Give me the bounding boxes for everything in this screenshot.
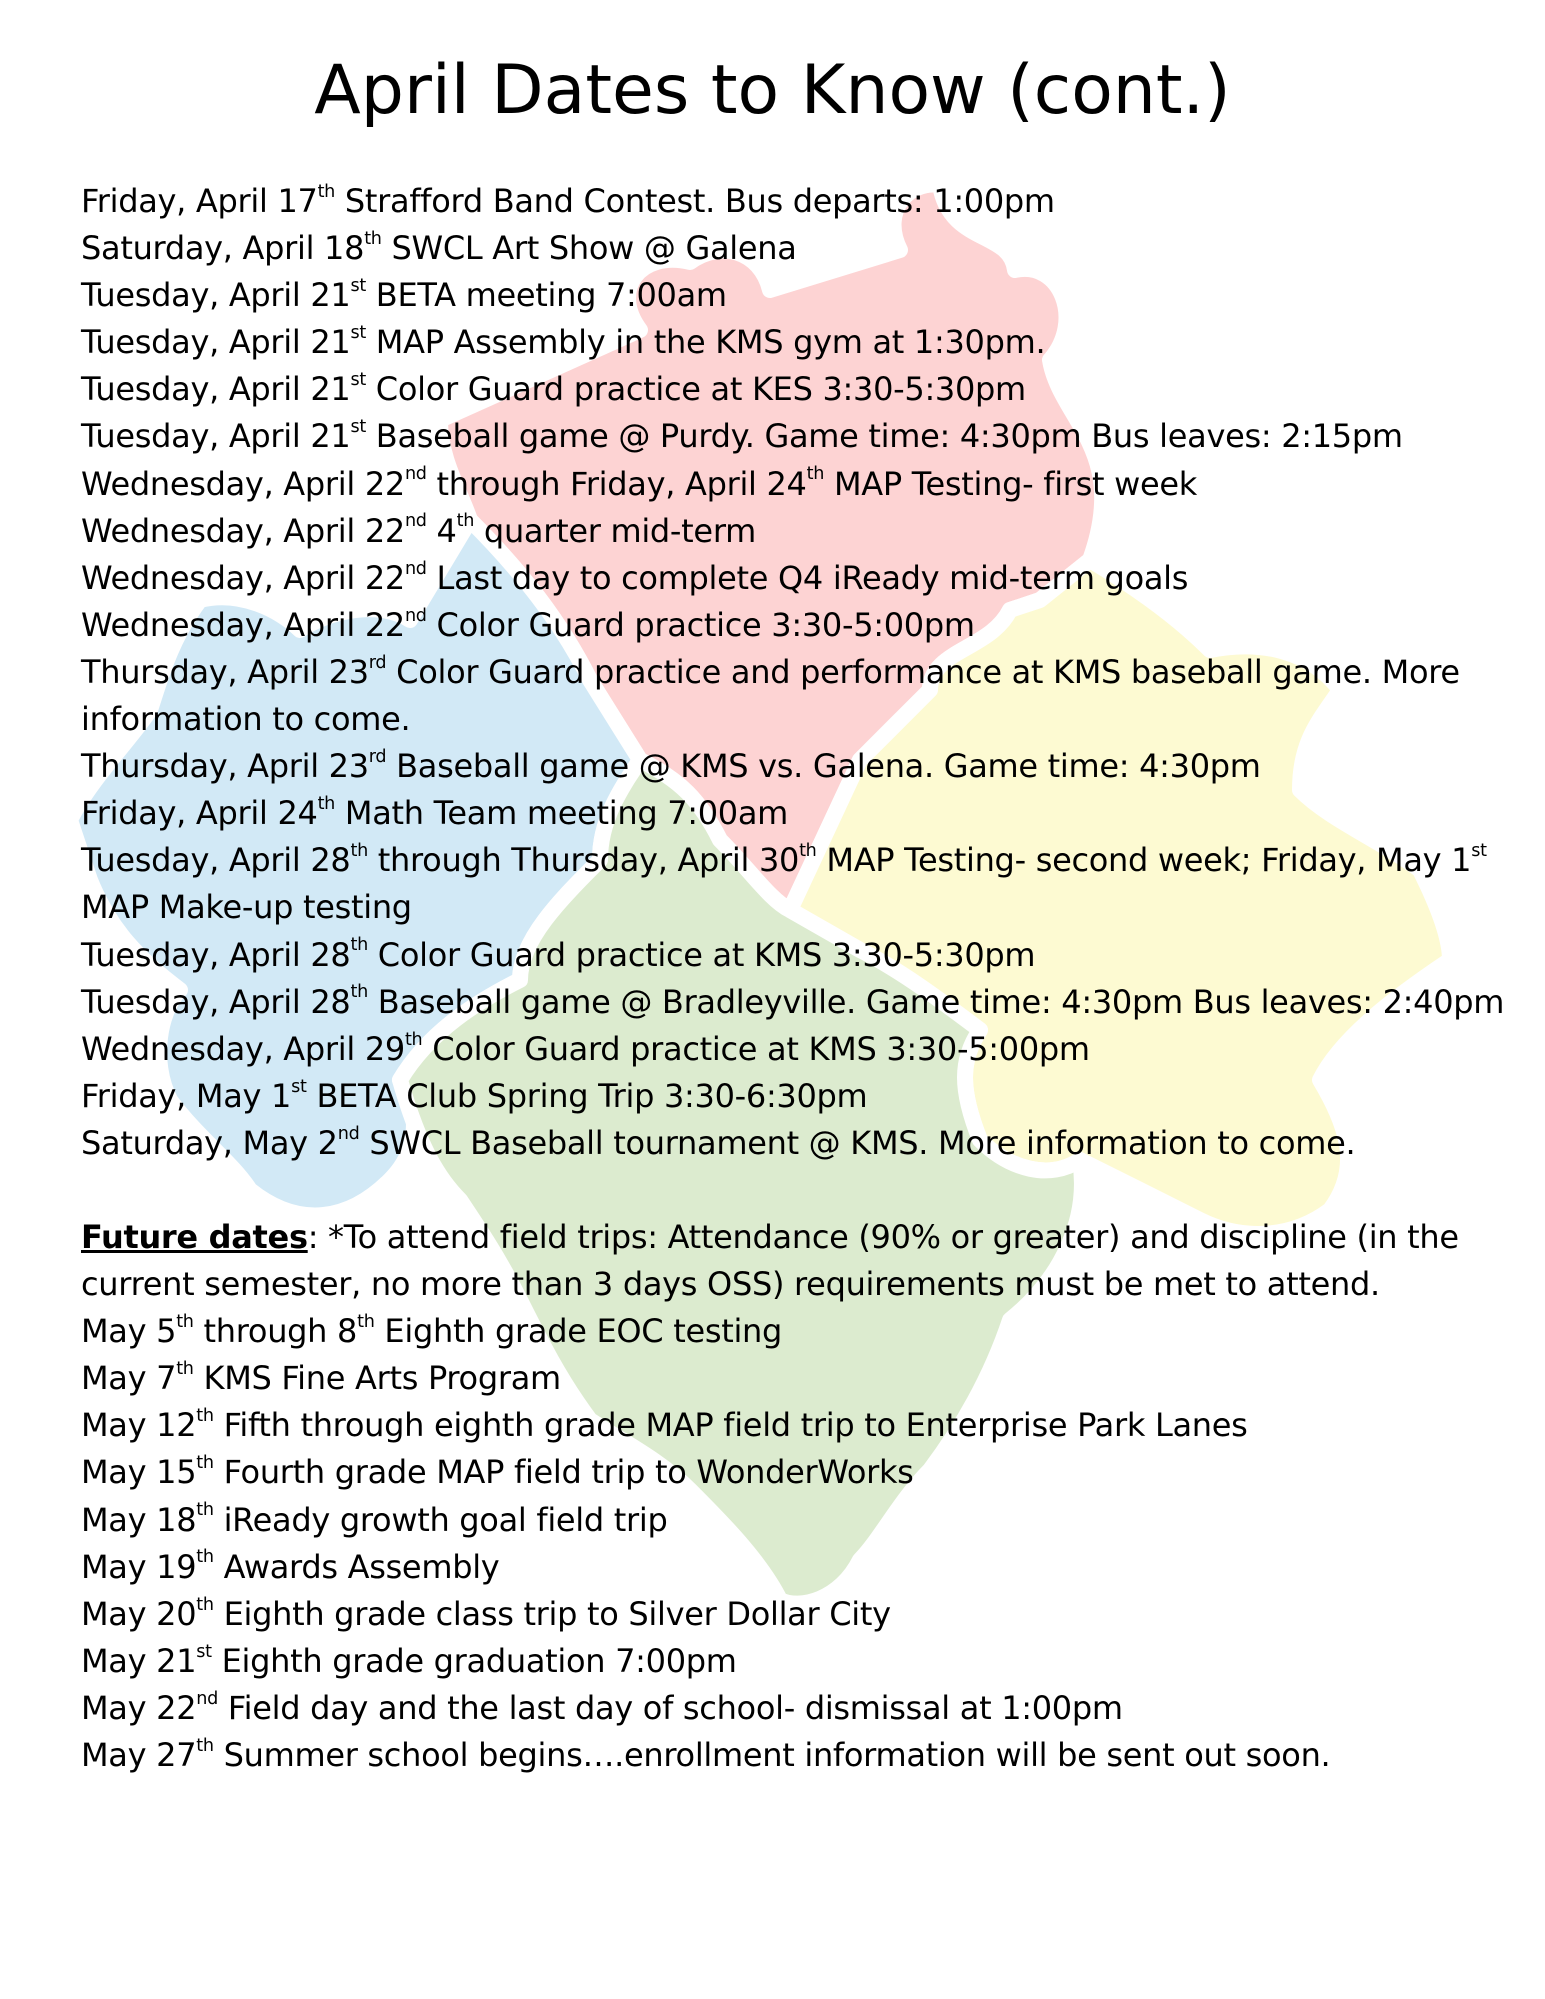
event-line: Friday, April 24th Math Team meeting 7:00am	[81, 794, 789, 833]
future-date-line: May 19th Awards Assembly	[81, 1547, 500, 1586]
event-line: Tuesday, April 28th through Thursday, April 30th MAP Testing- second week; Friday, May 1st MAP Make-up testing	[81, 841, 1487, 927]
future-date-line: May 12th Fifth through eighth grade MAP field trip to Enterprise Park Lanes	[81, 1406, 1248, 1445]
event-line: Tuesday, April 21st Baseball game @ Purdy. Game time: 4:30pm Bus leaves: 2:15pm	[81, 417, 1403, 456]
future-date-line: May 27th Summer school begins….enrollment information will be sent out soon.	[81, 1735, 1331, 1774]
event-line: Saturday, May 2nd SWCL Baseball tournament @ KMS. More information to come.	[81, 1123, 1356, 1162]
event-line: Friday, April 17th Strafford Band Contest. Bus departs: 1:00pm	[81, 181, 1055, 220]
future-date-line: May 20th Eighth grade class trip to Silver Dollar City	[81, 1594, 891, 1633]
event-line: Tuesday, April 21st Color Guard practice at KES 3:30-5:30pm	[81, 370, 1026, 409]
event-line: Tuesday, April 21st BETA meeting 7:00am	[81, 276, 727, 315]
future-date-line: May 5th through 8th Eighth grade EOC testing	[81, 1311, 783, 1351]
event-line: Thursday, April 23rd Color Guard practice and performance at KMS baseball game. More information to come.	[81, 652, 1460, 739]
event-line: Wednesday, April 22nd Color Guard practice 3:30-5:00pm	[81, 605, 975, 644]
page-title: April Dates to Know (cont.)	[314, 51, 1231, 130]
event-line: Wednesday, April 22nd through Friday, April 24th MAP Testing- first week	[81, 464, 1198, 503]
event-line: Saturday, April 18th SWCL Art Show @ Galena	[81, 228, 797, 268]
event-line: Friday, May 1st BETA Club Spring Trip 3:30-6:30pm	[81, 1076, 868, 1115]
future-dates-label: Future dates	[81, 1217, 308, 1256]
section-spacer	[81, 1167, 1521, 1214]
dates-list	[81, 178, 1521, 1779]
event-line: Wednesday, April 29th Color Guard practice at KMS 3:30-5:00pm	[81, 1029, 1090, 1068]
event-line: Tuesday, April 28th Baseball game @ Bradleyville. Game time: 4:30pm Bus leaves: 2:40pm	[81, 982, 1505, 1021]
future-date-line: May 21st Eighth grade graduation 7:00pm	[81, 1641, 737, 1680]
future-date-line: May 22nd Field day and the last day of school- dismissal at 1:00pm	[81, 1688, 1123, 1727]
event-line: Thursday, April 23rd Baseball game @ KMS vs. Galena. Game time: 4:30pm	[81, 746, 1261, 786]
future-date-line: May 7th KMS Fine Arts Program	[81, 1359, 561, 1398]
future-date-line: May 15th Fourth grade MAP field trip to WonderWorks	[81, 1453, 914, 1492]
event-line: Wednesday, April 22nd 4th quarter mid-term	[81, 511, 756, 550]
event-line: Tuesday, April 21st MAP Assembly in the KMS gym at 1:30pm.	[81, 323, 1046, 362]
event-line: Wednesday, April 22nd Last day to complete Q4 iReady mid-term goals	[81, 558, 1189, 597]
future-dates-note: Future dates: *To attend field trips: Attendance (90% or greater) and discipline (in the current semester, no more than 3 days OSS) requirements must be met to attend.	[81, 1217, 1459, 1304]
event-line: Tuesday, April 28th Color Guard practice at KMS 3:30-5:30pm	[81, 935, 1036, 974]
future-date-line: May 18th iReady growth goal field trip	[81, 1500, 668, 1539]
